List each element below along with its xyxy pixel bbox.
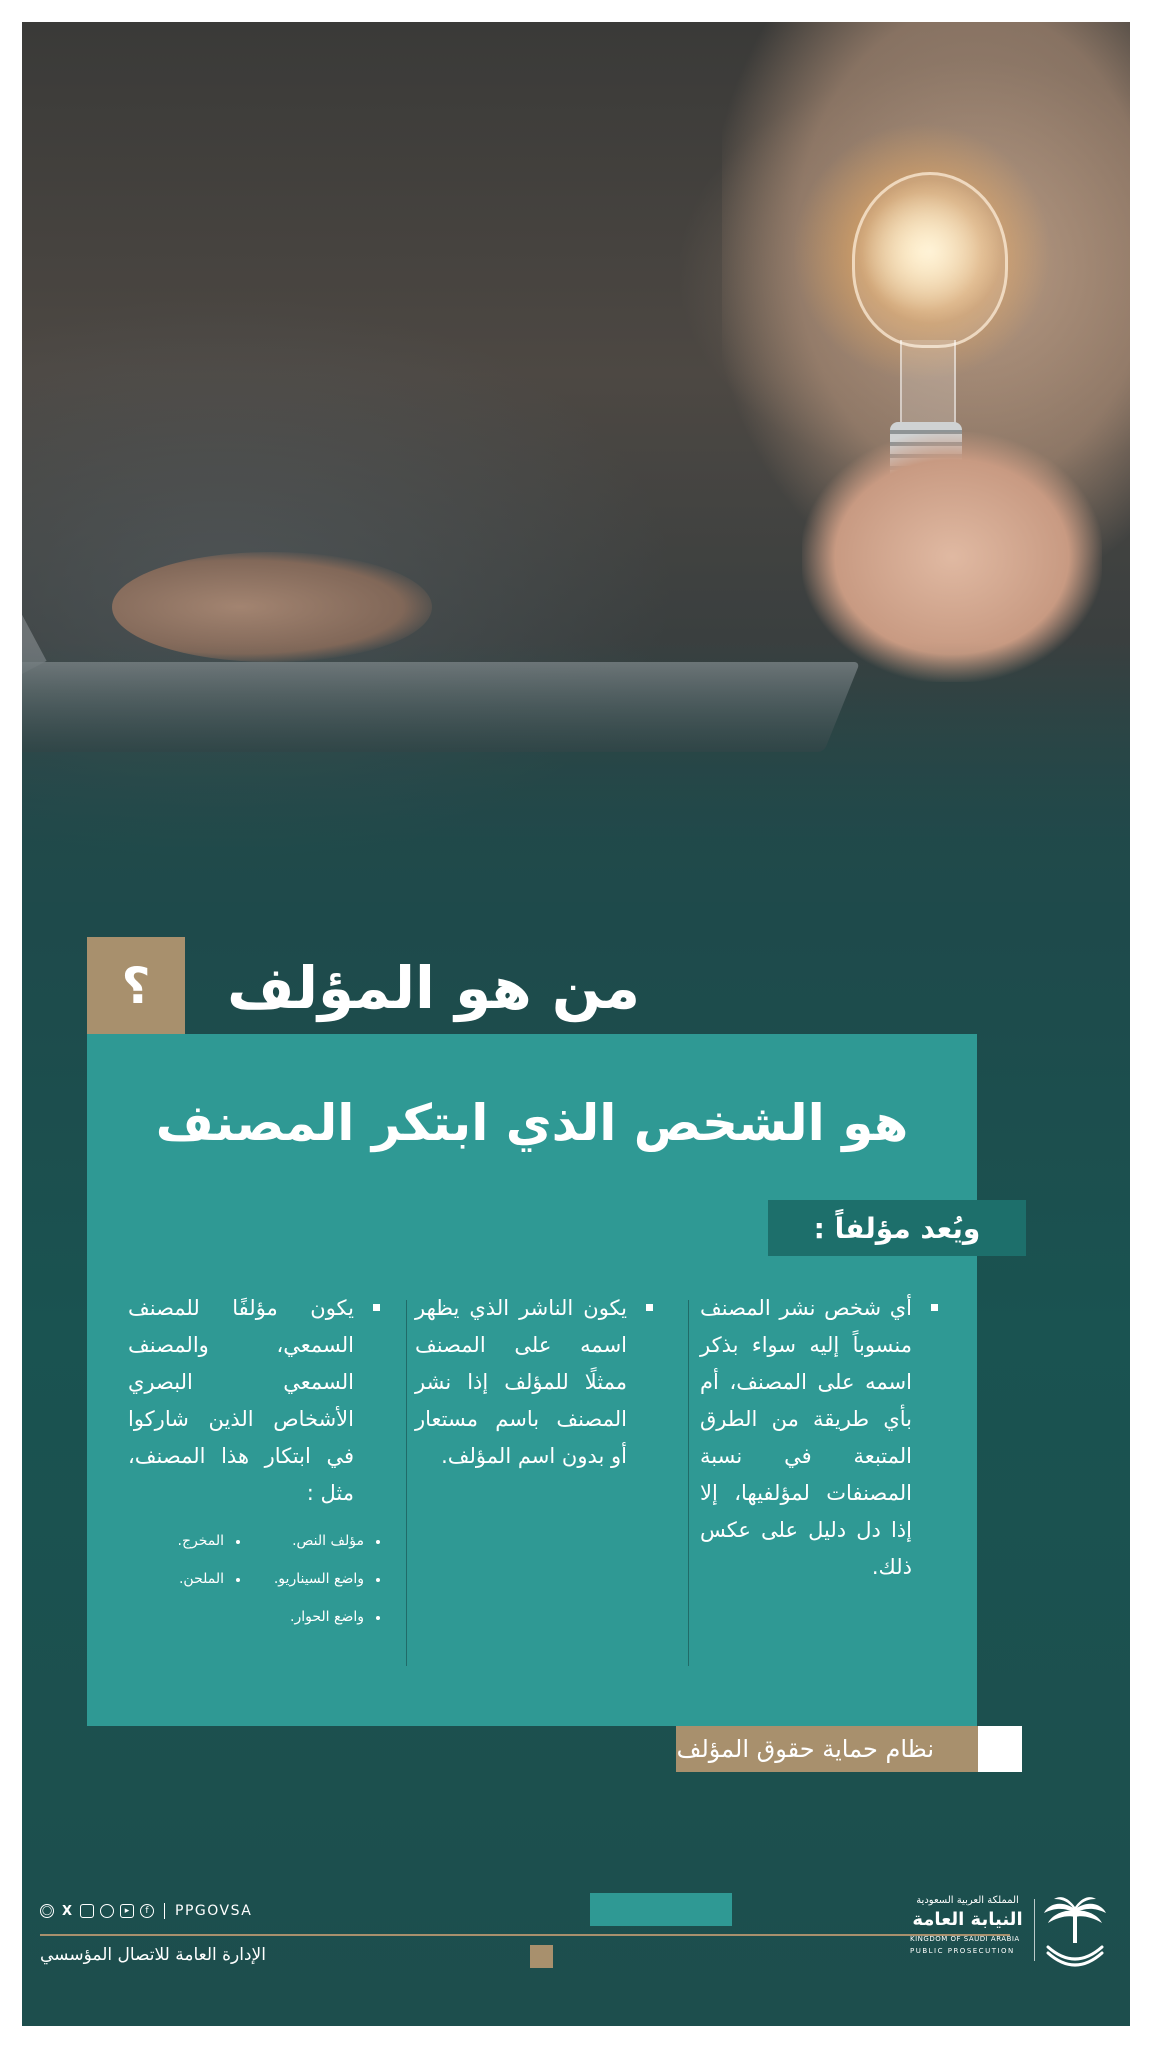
law-name-text: نظام حماية حقوق المؤلف — [676, 1735, 934, 1763]
org-name-en: PUBLIC PROSECUTION — [910, 1947, 1015, 1955]
bulb-neck — [900, 340, 956, 425]
footer-divider — [40, 1934, 1010, 1936]
social-handle-row — [40, 1900, 252, 1922]
snapchat-icon[interactable] — [100, 1904, 114, 1918]
logo-divider — [1034, 1899, 1035, 1961]
law-label-accent — [978, 1726, 1022, 1772]
considered-author-label: ويُعد مؤلفاً : — [768, 1200, 1026, 1256]
handle-separator — [164, 1903, 165, 1919]
criteria-text-1: أي شخص نشر المصنف منسوباً إليه سواء بذكر اسمه على المصنف، أم بأي طريقة من الطرق المتبعة في نسبة المصنفات لمؤلفيها، إلا إذا دل دليل على عكس ذلك. — [700, 1290, 940, 1586]
criteria-column-3 — [128, 1290, 382, 1512]
laptop-screen-edge — [22, 449, 47, 675]
footer-accent-square — [530, 1945, 553, 1968]
org-logo — [890, 1895, 1090, 1975]
criteria-column-1 — [700, 1290, 940, 1586]
criteria-text-3: يكون مؤلفًا للمصنف السمعي، والمصنف السمعي البصري الأشخاص الذين شاركوا في ابتكار هذا المصنف، مثل : — [128, 1290, 382, 1512]
criteria-text-2: يكون الناشر الذي يظهر اسمه على المصنف ممثلًا للمؤلف إذا نشر المصنف باسم مستعار أو بدون اسم المؤلف. — [415, 1290, 655, 1475]
laptop-shape — [22, 662, 860, 752]
examples-list — [128, 1533, 382, 1663]
law-name-label — [676, 1726, 996, 1772]
list-item: الملحن. — [179, 1571, 242, 1587]
instagram-icon[interactable] — [80, 1904, 94, 1918]
facebook-icon[interactable]: f — [140, 1904, 154, 1918]
hero-photo — [22, 22, 1130, 902]
column-divider — [688, 1300, 689, 1666]
globe-icon[interactable]: ◯ — [41, 1906, 53, 1916]
lightbulb-icon — [852, 172, 1008, 348]
org-country-ar: المملكة العربية السعودية — [916, 1895, 1019, 1906]
list-item: واضع الحوار. — [290, 1609, 382, 1625]
org-name-ar: النيابة العامة — [912, 1909, 1023, 1930]
social-handle[interactable]: PPGOVSA — [175, 1903, 253, 1919]
footer-accent-bar — [590, 1893, 732, 1926]
list-item: واضع السيناريو. — [274, 1571, 382, 1587]
list-item: مؤلف النص. — [292, 1533, 382, 1549]
holding-hand-shape — [802, 432, 1102, 682]
x-icon[interactable]: X — [61, 1903, 73, 1919]
question-mark-badge: ؟ — [87, 937, 185, 1034]
page-title: من هو المؤلف — [227, 954, 640, 1022]
column-divider — [406, 1300, 407, 1666]
definition-headline: هو الشخص الذي ابتكر المصنف — [155, 1094, 909, 1152]
criteria-column-2 — [415, 1290, 655, 1475]
department-name: الإدارة العامة للاتصال المؤسسي — [40, 1945, 266, 1965]
list-item: المخرج. — [178, 1533, 243, 1549]
typing-hand-shape — [112, 552, 432, 662]
youtube-icon[interactable]: ▸ — [120, 1904, 134, 1918]
org-country-en: KINGDOM OF SAUDI ARABIA — [910, 1935, 1020, 1943]
palm-swords-emblem-icon — [1040, 1895, 1110, 1973]
